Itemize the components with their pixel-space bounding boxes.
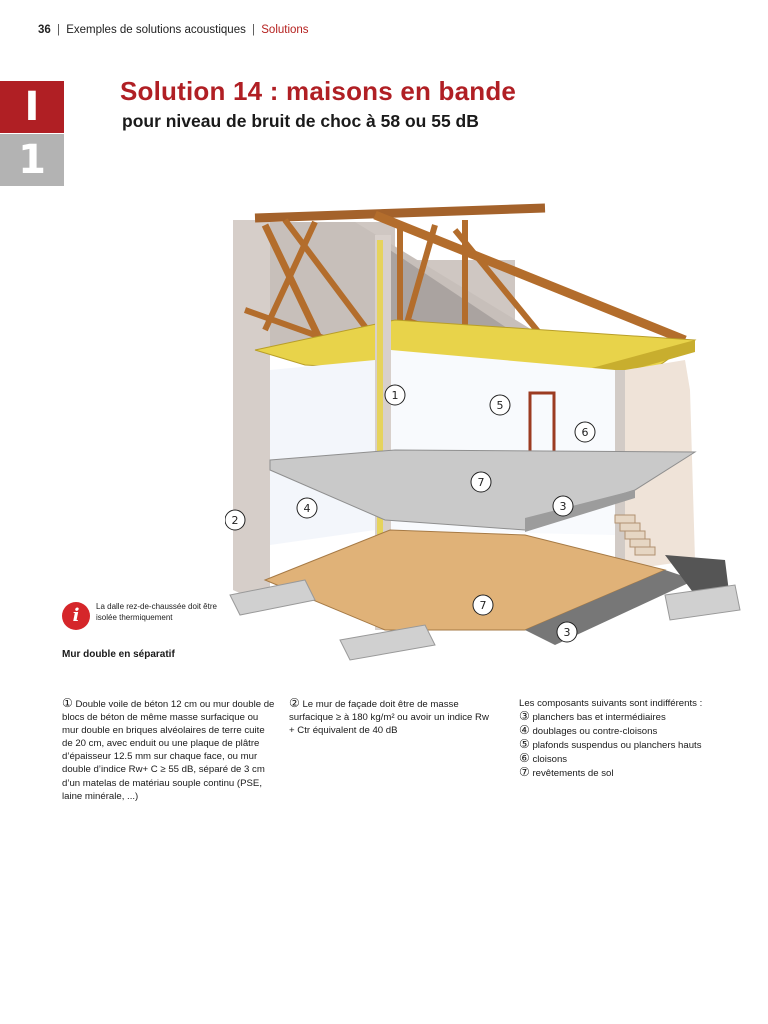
header-section: Solutions xyxy=(261,24,309,36)
marker-5: ⑤ xyxy=(519,737,530,752)
list-item: ⑦ revêtements de sol xyxy=(519,765,614,780)
roof-ridge xyxy=(255,208,545,218)
callout-7a-label: 7 xyxy=(477,476,485,489)
page-subtitle: pour niveau de bruit de choc à 58 ou 55 dB xyxy=(122,111,479,131)
header-chapter: Exemples de solutions acoustiques xyxy=(66,24,246,36)
marker-1: ① xyxy=(62,696,73,710)
column-1-text: Double voile de béton 12 cm ou mur double de blocs de béton de même masse surfacique ou mur double en briques alvéolaires de terre cuite de 20 cm, avec enduit ou une plaque de plâtre d’épaisseur 12.5 mm sur chaque face, ou mur double d’indice Rw+ C ≥ 55 dB, séparé de 3 cm d’un matelas de matériau souple continu (PSE, laine minérale, ...) xyxy=(62,699,275,802)
info-icon: i xyxy=(62,602,90,630)
running-header xyxy=(38,24,309,36)
header-separator: | xyxy=(57,24,60,36)
part-tab: I xyxy=(0,81,64,133)
figure-caption: Mur double en séparatif xyxy=(62,649,175,660)
marker-6: ⑥ xyxy=(519,751,530,766)
list-item: ③ planchers bas et intermédiaires xyxy=(519,709,666,724)
callout-3a-label: 3 xyxy=(559,500,567,513)
house-cutaway-illustration xyxy=(225,200,745,670)
chapter-tab: 1 xyxy=(0,134,64,186)
marker-7: ⑦ xyxy=(519,765,530,780)
column-1 xyxy=(62,697,277,803)
callout-4-label: 4 xyxy=(303,502,311,515)
info-note: La dalle rez-de-chaussée doit être isolée thermiquement xyxy=(96,602,217,622)
marker-3: ③ xyxy=(519,709,530,724)
column-3-intro: Les composants suivants sont indifférents : xyxy=(519,698,703,709)
callout-1-label: 1 xyxy=(391,389,399,402)
page-title: Solution 14 : maisons en bande xyxy=(120,76,517,106)
column-2-text: Le mur de façade doit être de masse surfacique ≥ à 180 kg/m² ou avoir un indice Rw + Ctr équivalent de 40 dB xyxy=(289,699,489,737)
header-separator: | xyxy=(252,24,256,36)
callout-2-label: 2 xyxy=(231,514,239,527)
list-item: ⑤ plafonds suspendus ou planchers hauts xyxy=(519,737,702,752)
callout-7b-label: 7 xyxy=(479,599,487,612)
marker-4: ④ xyxy=(519,723,530,738)
callout-5-label: 5 xyxy=(496,399,504,412)
end-wall xyxy=(233,220,270,600)
callout-6-label: 6 xyxy=(581,426,589,439)
callout-3b-label: 3 xyxy=(563,626,571,639)
list-item: ⑥ cloisons xyxy=(519,751,568,766)
list-item: ④ doublages ou contre-cloisons xyxy=(519,723,658,738)
column-2 xyxy=(289,697,489,737)
marker-2: ② xyxy=(289,696,300,710)
page-number: 36 xyxy=(38,24,51,36)
column-3 xyxy=(519,697,749,781)
